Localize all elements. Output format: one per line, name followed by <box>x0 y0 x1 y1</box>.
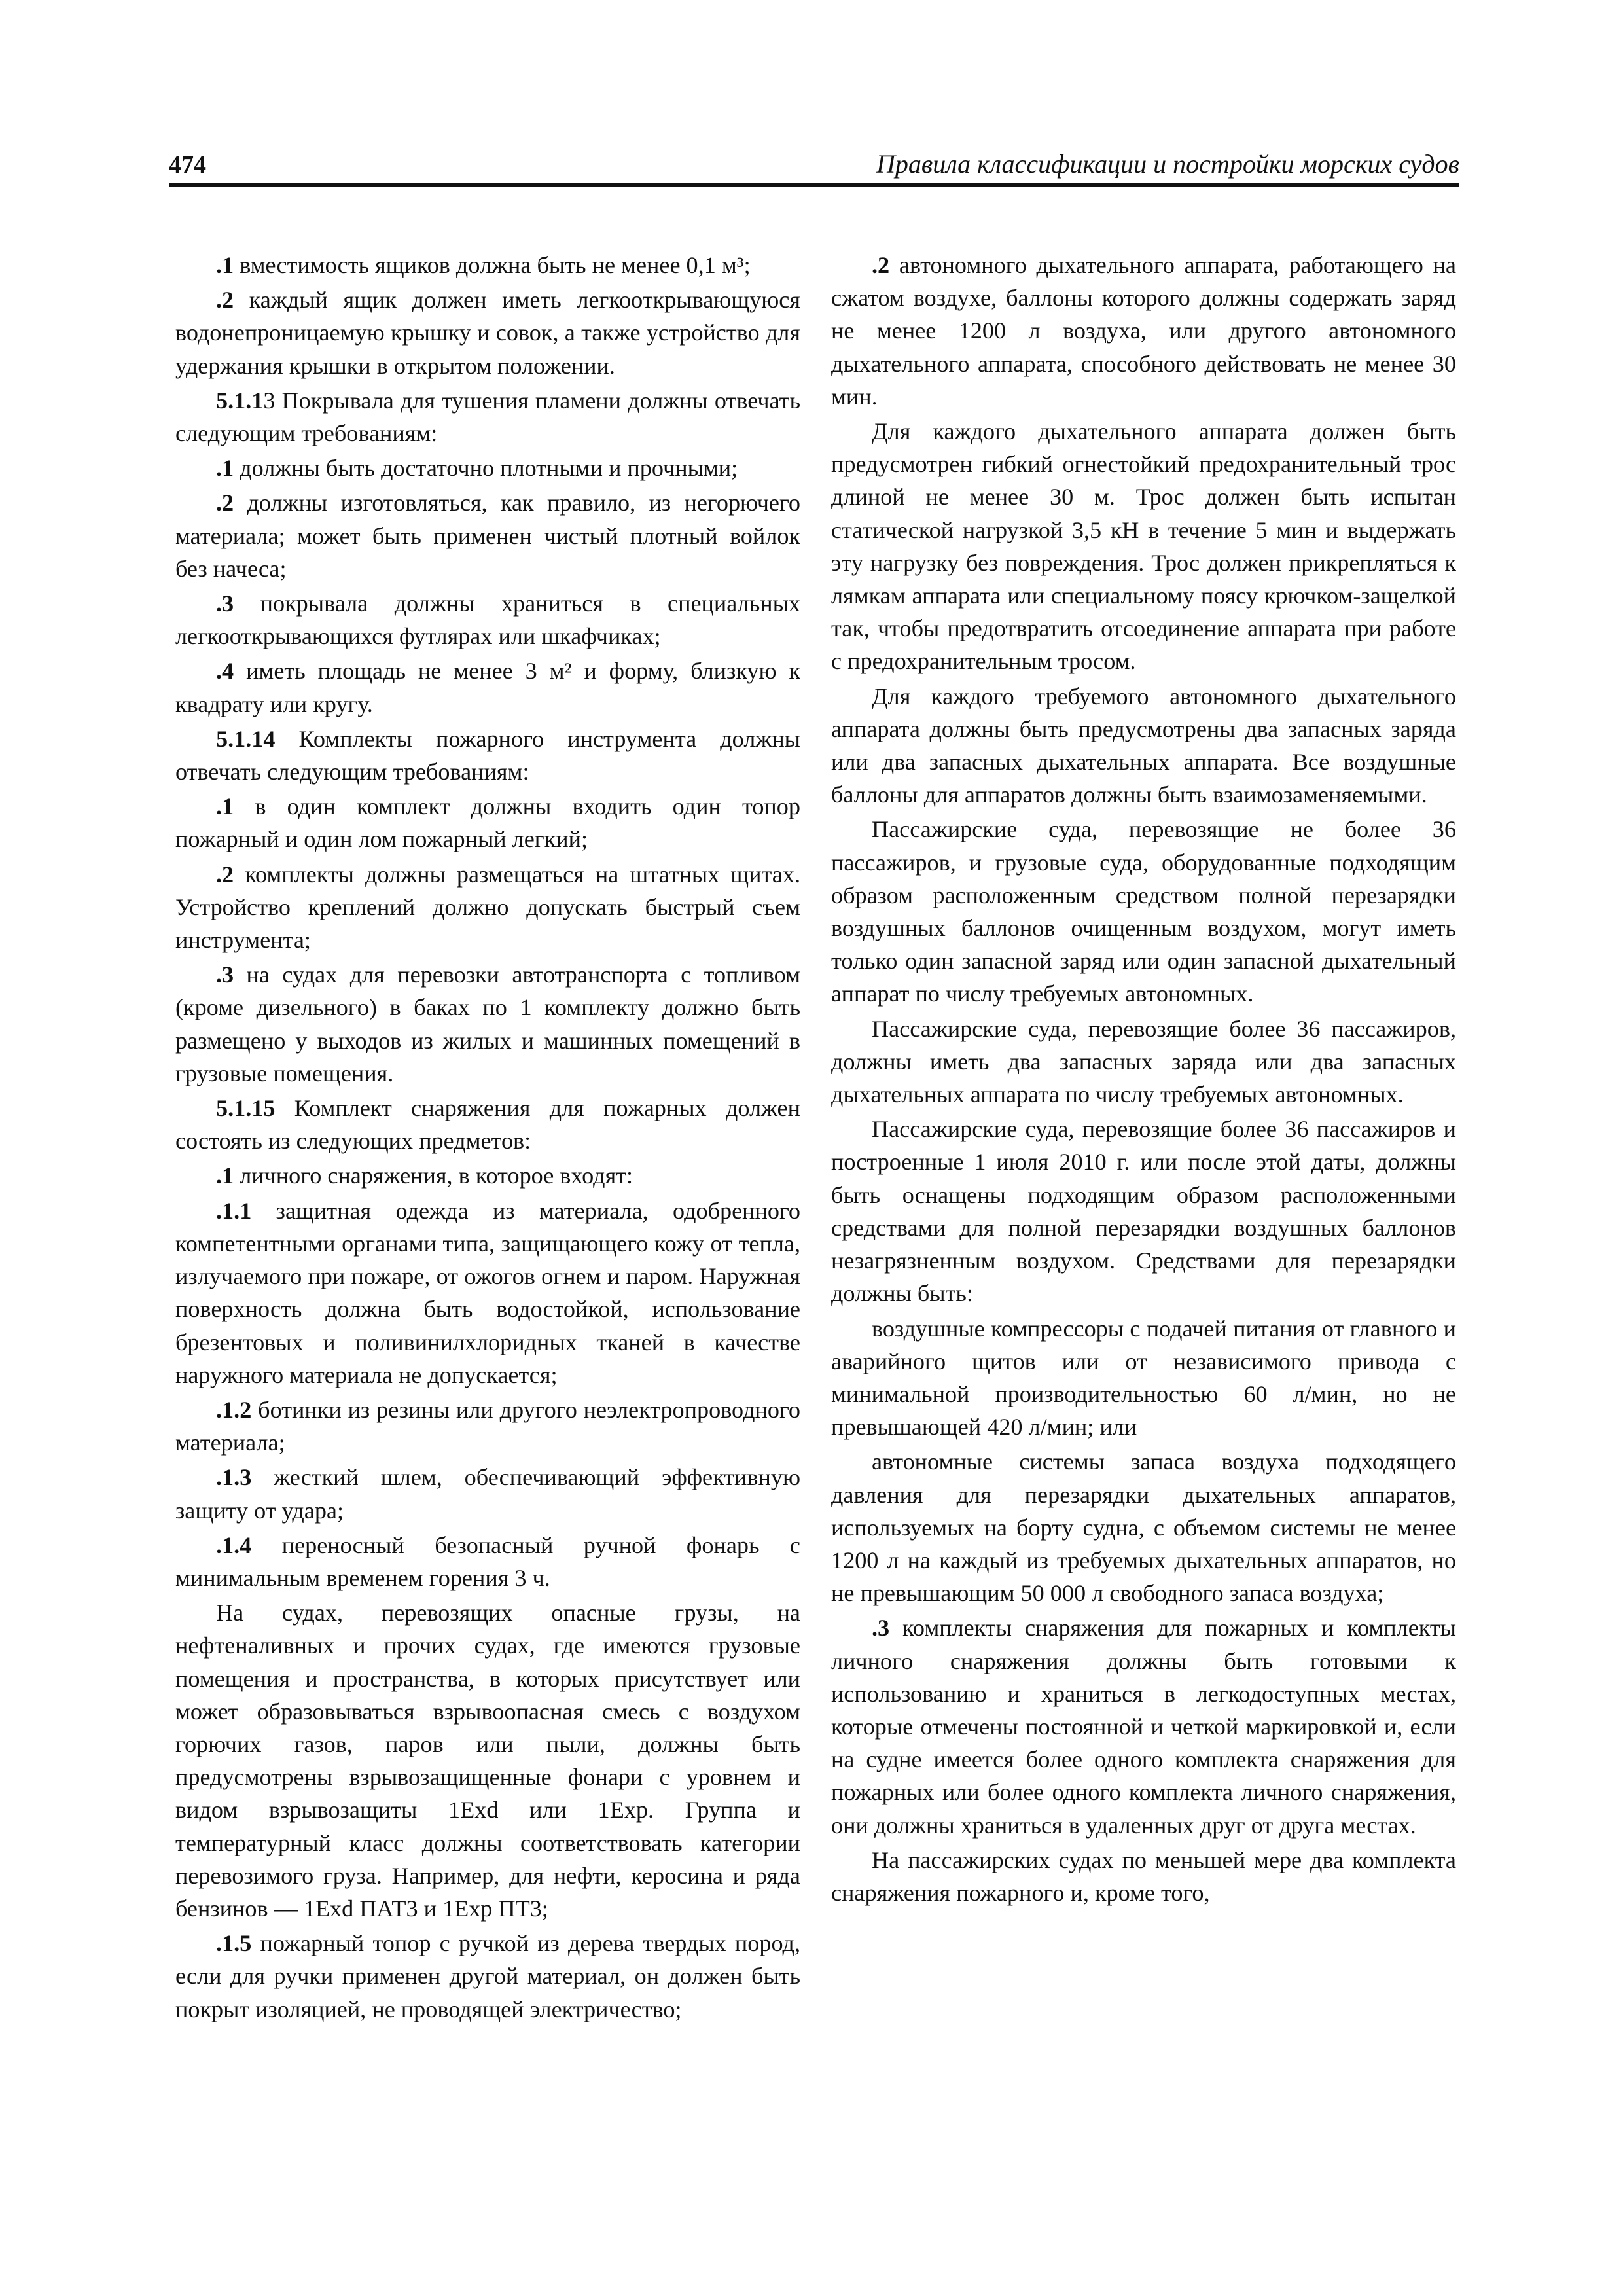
item-number: .1.2 <box>216 1396 252 1423</box>
paragraph: .3 на судах для перевозки автотранспорта с топливом (кроме дизельного) в баках по 1 комплекту должно быть размещено у выходов из жилых и машинных помещений в грузовые помещения. <box>175 961 800 1086</box>
paragraph: 5.1.14 Комплекты пожарного инструмента должны отвечать следующим требованиям: <box>175 725 800 785</box>
paragraph: Пассажирские суда, перевозящие не более 36 пассажиров, и грузовые суда, оборудованные подходящим образом расположенным средством полной перезарядки воздушных баллонов очищенным воздухом, могут иметь только один запасной заряд или один запасной дыхательный аппарат по числу требуемых автономных. <box>831 816 1456 1007</box>
paragraph: 5.1.13 Покрывала для тушения пламени должны отвечать следующим требованиям: <box>175 387 800 447</box>
section-number: 5.1.15 <box>216 1095 276 1122</box>
paragraph: .1.1 защитная одежда из материала, одобренного компетентными органами типа, защищающего кожу от тепла, излучаемого при пожаре, от ожогов огнем и паром. Наружная поверхность должна быть водостойкой, использование брезентовых и поливинилхлоридных тканей в качестве наружного материала не допускается; <box>175 1197 800 1388</box>
section-number: 5.1.14 <box>216 725 276 752</box>
item-number: .2 <box>216 490 234 516</box>
paragraph: .3 комплекты снаряжения для пожарных и комплекты личного снаряжения должны быть готовыми к использованию и храниться в легкодоступных местах, которые отмечены постоянной и четкой маркировкой и, если на судне имеется более одного комплекта снаряжения для пожарных или более одного комплекта личного снаряжения, они должны храниться в удаленных друг от друга местах. <box>831 1615 1456 1839</box>
paragraph: Для каждого дыхательного аппарата должен быть предусмотрен гибкий огнестойкий предохранительный трос длиной не менее 30 м. Трос должен быть испытан статической нагрузкой 3,5 кН в течение 5 мин и выдержать эту нагрузку без повреждения. Трос должен прикрепляться к лямкам аппарата или специальному поясу крючком-защелкой так, чтобы предотвратить отсоединение аппарата при работе с предохранительным тросом. <box>831 418 1456 675</box>
paragraph: .1.5 пожарный топор с ручкой из дерева твердых пород, если для ручки применен другой материал, он должен быть покрыт изоляцией, не проводящей электричество; <box>175 1930 800 2022</box>
paragraph: Для каждого требуемого автономного дыхательного аппарата должны быть предусмотрены два запасных заряда или два запасных дыхательных аппарата. Все воздушные баллоны для аппаратов должны быть взаимозаменяемыми. <box>831 683 1456 808</box>
item-number: .1.1 <box>216 1197 252 1224</box>
paragraph: .2 автономного дыхательного аппарата, работающего на сжатом воздухе, баллоны которого должны содержать заряд не менее 1200 л воздуха, или другого автономного дыхательного аппарата, способного действовать не менее 30 мин. <box>831 252 1456 410</box>
paragraph: На пассажирских судах по меньшей мере два комплекта снаряжения пожарного и, кроме того, <box>831 1846 1456 1906</box>
right-column <box>831 249 1456 1911</box>
item-number: .1 <box>216 455 234 482</box>
item-number: .1 <box>216 793 234 820</box>
paragraph: .1.2 ботинки из резины или другого неэлектропроводного материала; <box>175 1396 800 1456</box>
item-number: .2 <box>216 861 234 888</box>
section-number: 5.1.1 <box>216 387 264 414</box>
paragraph: Пассажирские суда, перевозящие более 36 пассажиров, должны иметь два запасных заряда или два запасных дыхательных аппарата по числу требуемых автономных. <box>831 1015 1456 1108</box>
item-number: .2 <box>216 287 234 314</box>
item-number: .4 <box>216 658 234 685</box>
paragraph: .1.3 жесткий шлем, обеспечивающий эффективную защиту от удара; <box>175 1464 800 1524</box>
paragraph: .2 каждый ящик должен иметь легкооткрывающуюся водонепроницаемую крышку и совок, а также устройство для удержания крышки в открытом положении. <box>175 287 800 379</box>
item-number: .1.3 <box>216 1464 252 1491</box>
paragraph: .4 иметь площадь не менее 3 м² и форму, близкую к квадрату или кругу. <box>175 658 800 717</box>
item-number: .3 <box>872 1615 890 1641</box>
item-number: .3 <box>216 590 234 617</box>
paragraph: .3 покрывала должны храниться в специальных легкооткрывающихся футлярах или шкафчиках; <box>175 590 800 650</box>
item-number: .3 <box>216 961 234 988</box>
paragraph: На судах, перевозящих опасные грузы, на нефтеналивных и прочих судах, где имеются грузовые помещения и пространства, в которых присутствует или может образовываться взрывоопасная смесь с воздухом горючих газов, паров или пыли, должны быть предусмотрены взрывозащищенные фонари с уровнем и видом взрывозащиты 1Exd или 1Exp. Группа и температурный класс должны соответствовать категории перевозимого груза. Например, для нефти, керосина и ряда бензинов — 1Exd ПАТ3 и 1Exp ПТ3; <box>175 1600 800 1922</box>
paragraph: .1 личного снаряжения, в которое входят: <box>216 1162 633 1189</box>
page-header <box>169 143 1459 187</box>
item-number: .2 <box>872 252 890 278</box>
paragraph: .1.4 переносный безопасный ручной фонарь с минимальным временем горения 3 ч. <box>175 1532 800 1591</box>
paragraph: .1 вместимость ящиков должна быть не менее 0,1 м³; <box>216 252 751 278</box>
page-number: 474 <box>169 151 206 179</box>
paragraph: Пассажирские суда, перевозящие более 36 пассажиров и построенные 1 июля 2010 г. или после этой даты, должны быть оснащены подходящим образом расположенными средствами для полной перезарядки воздушных баллонов незагрязненным воздухом. Средствами для перезарядки должны быть: <box>831 1116 1456 1307</box>
running-head: Правила классификации и постройки морских судов <box>876 149 1459 179</box>
paragraph: .1 в один комплект должны входить один топор пожарный и один лом пожарный легкий; <box>175 793 800 853</box>
paragraph: .1 должны быть достаточно плотными и прочными; <box>216 455 738 482</box>
item-number: .1 <box>216 1162 234 1189</box>
paragraph: .2 комплекты должны размещаться на штатных щитах. Устройство креплений должно допускать быстрый съем инструмента; <box>175 861 800 954</box>
left-column <box>175 249 800 2028</box>
paragraph: автономные системы запаса воздуха подходящего давления для перезарядки дыхательных аппаратов, используемых на борту судна, с объемом системы не менее 1200 л на каждый из требуемых дыхательных аппаратов, но не превышающим 50 000 л свободного запаса воздуха; <box>831 1448 1456 1607</box>
item-number: .1.4 <box>216 1532 252 1558</box>
paragraph: .2 должны изготовляться, как правило, из негорючего материала; может быть применен чистый плотный войлок без начеса; <box>175 490 800 582</box>
item-number: .1 <box>216 252 234 278</box>
paragraph: 5.1.15 Комплект снаряжения для пожарных должен состоять из следующих предметов: <box>175 1095 800 1155</box>
paragraph: воздушные компрессоры с подачей питания от главного и аварийного щитов или от независимого привода с минимальной производительностью 60 л/мин, но не превышающей 420 л/мин; или <box>831 1315 1456 1441</box>
item-number: .1.5 <box>216 1930 252 1957</box>
